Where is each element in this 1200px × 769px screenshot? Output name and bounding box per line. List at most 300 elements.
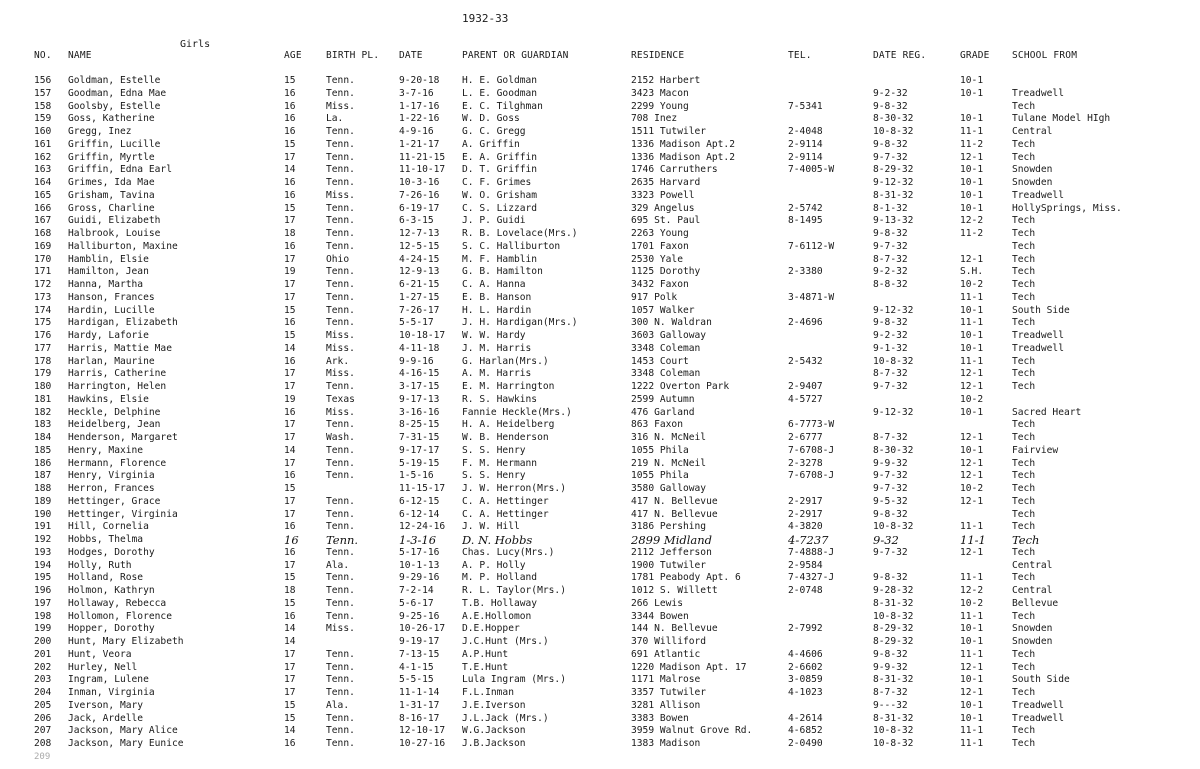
col-header-no: NO.	[34, 50, 52, 61]
age-cell: 16	[284, 113, 296, 125]
grade-cell: 11-1	[960, 725, 984, 737]
birth-place-cell: Ark.	[326, 355, 350, 367]
school-from-cell: Central	[1012, 126, 1053, 137]
student-name: Goss, Katherine	[68, 113, 155, 125]
parent-cell: J. W. Herron(Mrs.)	[462, 483, 566, 494]
student-name: Iverson, Mary	[68, 699, 144, 711]
birth-date-cell: 9-20-18	[399, 75, 440, 86]
birth-date-cell: 3-7-16	[399, 87, 434, 99]
row-number: 171	[34, 266, 52, 278]
grade-cell: 10-2	[960, 483, 984, 494]
row-number: 197	[34, 597, 52, 609]
birth-place-cell: Ohio	[326, 253, 350, 265]
date-reg-cell: 9-7-32	[873, 240, 908, 252]
tel-cell: 2-2917	[788, 495, 823, 507]
grade-cell: 10-1	[960, 330, 984, 341]
birth-place-cell: Miss.	[326, 623, 355, 635]
student-name: Grimes, Ida Mae	[68, 177, 155, 188]
row-number: 185	[34, 444, 52, 456]
parent-cell: Chas. Lucy(Mrs.)	[462, 546, 555, 558]
age-cell: 17	[284, 674, 296, 686]
age-cell: 17	[284, 687, 296, 698]
student-name: Jackson, Mary Eunice	[68, 738, 184, 749]
table-row	[0, 330, 1200, 343]
table-row	[0, 470, 1200, 483]
tel-cell: 2-5742	[788, 202, 823, 214]
birth-date-cell: 3-17-15	[399, 381, 440, 392]
birth-date-cell: 5-5-17	[399, 317, 434, 329]
tel-cell: 4-3820	[788, 521, 823, 533]
birth-place-cell: Ala.	[326, 699, 350, 711]
birth-date-cell: 9-19-17	[399, 636, 440, 647]
tel-cell: 8-1495	[788, 215, 823, 227]
parent-cell: C. F. Grimes	[462, 177, 532, 188]
table-row	[0, 700, 1200, 713]
parent-cell: A. M. Harris	[462, 368, 532, 380]
grade-cell: 10-1	[960, 623, 984, 635]
birth-place-cell: Tenn.	[326, 546, 355, 558]
table-row	[0, 139, 1200, 152]
school-from-cell: Tech	[1012, 534, 1040, 547]
school-from-cell: Tech	[1012, 419, 1036, 431]
birth-place-cell: Texas	[326, 393, 355, 405]
school-from-cell: Tech	[1012, 368, 1036, 380]
parent-cell: J.B.Jackson	[462, 738, 526, 749]
table-row	[0, 432, 1200, 445]
parent-cell: M. F. Hamblin	[462, 253, 538, 265]
age-cell: 18	[284, 585, 296, 596]
student-name: Halliburton, Maxine	[68, 240, 178, 252]
parent-cell: L. E. Goodman	[462, 87, 538, 99]
table-row	[0, 636, 1200, 649]
table-row	[0, 356, 1200, 369]
birth-date-cell: 1-31-17	[399, 699, 440, 711]
tel-cell: 2-6602	[788, 661, 823, 673]
row-number: 199	[34, 623, 52, 635]
parent-cell: A.E.Hollomon	[462, 610, 532, 622]
school-from-cell: Bellevue	[1012, 597, 1059, 609]
table-row	[0, 88, 1200, 101]
residence-cell: 2899 Midland	[631, 534, 713, 547]
table-row	[0, 368, 1200, 381]
grade-cell: 11-2	[960, 228, 984, 239]
tel-cell: 2-3380	[788, 266, 823, 278]
age-cell: 15	[284, 483, 296, 494]
grade-cell: 10-1	[960, 177, 984, 188]
tel-cell: 7-4888-J	[788, 546, 835, 558]
student-name: Henry, Virginia	[68, 470, 155, 482]
student-name: Hamilton, Jean	[68, 266, 149, 278]
row-number: 182	[34, 406, 52, 418]
school-from-cell: South Side	[1012, 304, 1070, 316]
residence-cell: 3580 Galloway	[631, 483, 707, 494]
age-cell: 14	[284, 623, 296, 635]
tel-cell: 2-5432	[788, 355, 823, 367]
grade-cell: 11-2	[960, 138, 984, 150]
birth-place-cell: Tenn.	[326, 87, 355, 99]
residence-cell: 1453 Court	[631, 355, 689, 367]
row-number: 159	[34, 113, 52, 125]
grade-cell: 10-1	[960, 674, 984, 686]
row-number: 167	[34, 215, 52, 227]
age-cell: 15	[284, 304, 296, 316]
birth-place-cell: Wash.	[326, 432, 355, 443]
parent-cell: W. O. Grisham	[462, 189, 538, 201]
grade-cell: 12-1	[960, 661, 984, 673]
parent-cell: E. B. Hanson	[462, 291, 532, 303]
school-from-cell: Tech	[1012, 648, 1036, 660]
school-from-cell: Tech	[1012, 687, 1036, 698]
student-name: Henderson, Margaret	[68, 432, 178, 443]
birth-place-cell: Miss.	[326, 342, 355, 354]
student-name: Harris, Mattie Mae	[68, 342, 172, 354]
table-row	[0, 623, 1200, 636]
age-cell: 14	[284, 725, 296, 737]
school-from-cell: Tech	[1012, 457, 1036, 469]
col-header-parent: PARENT OR GUARDIAN	[462, 50, 569, 61]
date-reg-cell: 9-7-32	[873, 483, 908, 494]
birth-place-cell: Tenn.	[326, 177, 355, 188]
date-reg-cell: 9---32	[873, 699, 908, 711]
grade-cell: 11-1	[960, 610, 984, 622]
residence-cell: 1055 Phila	[631, 470, 689, 482]
tel-cell: 4-7237	[788, 534, 829, 547]
row-number: 190	[34, 508, 52, 520]
grade-cell: 12-2	[960, 585, 984, 596]
age-cell: 14	[284, 444, 296, 456]
birth-place-cell: Miss.	[326, 330, 355, 341]
grade-cell: 10-1	[960, 406, 984, 418]
residence-cell: 1781 Peabody Apt. 6	[631, 572, 741, 584]
parent-cell: J.L.Jack (Mrs.)	[462, 712, 549, 724]
birth-date-cell: 9-29-16	[399, 572, 440, 584]
row-number: 160	[34, 126, 52, 137]
table-row	[0, 611, 1200, 624]
date-reg-cell: 9-2-32	[873, 266, 908, 278]
parent-cell: J. P. Guidi	[462, 215, 526, 227]
date-reg-cell: 9-2-32	[873, 330, 908, 341]
grade-cell: 10-2	[960, 393, 984, 405]
school-from-cell: Tech	[1012, 100, 1036, 112]
row-number: 187	[34, 470, 52, 482]
row-number: 186	[34, 457, 52, 469]
tel-cell: 2-6777	[788, 432, 823, 443]
parent-cell: C. A. Hanna	[462, 279, 526, 290]
student-name: Hettinger, Grace	[68, 495, 161, 507]
residence-cell: 2112 Jefferson	[631, 546, 712, 558]
student-name: Hopper, Dorothy	[68, 623, 155, 635]
parent-cell: E. C. Tilghman	[462, 100, 543, 112]
birth-date-cell: 1-3-16	[399, 534, 437, 547]
table-row	[0, 547, 1200, 560]
student-name: Hardy, Laforie	[68, 330, 149, 341]
age-cell: 17	[284, 661, 296, 673]
tel-cell: 4-5727	[788, 393, 823, 405]
table-row	[0, 228, 1200, 241]
birth-date-cell: 9-25-16	[399, 610, 440, 622]
parent-cell: E. A. Griffin	[462, 151, 538, 163]
residence-cell: 691 Atlantic	[631, 648, 701, 660]
school-from-cell: Treadwell	[1012, 712, 1064, 724]
parent-cell: D.E.Hopper	[462, 623, 520, 635]
school-from-cell: Tech	[1012, 432, 1036, 443]
school-from-cell: Central	[1012, 559, 1053, 571]
date-reg-cell: 8-30-32	[873, 113, 914, 125]
birth-date-cell: 3-16-16	[399, 406, 440, 418]
birth-place-cell: Miss.	[326, 368, 355, 380]
row-number: 188	[34, 483, 52, 494]
date-reg-cell: 10-8-32	[873, 610, 914, 622]
student-name: Herron, Frances	[68, 483, 155, 494]
age-cell: 16	[284, 177, 296, 188]
table-row	[0, 292, 1200, 305]
birth-place-cell: La.	[326, 113, 344, 125]
grade-cell: 10-1	[960, 75, 984, 86]
residence-cell: 2263 Young	[631, 228, 689, 239]
residence-cell: 3959 Walnut Grove Rd.	[631, 725, 753, 737]
birth-place-cell: Tenn.	[326, 304, 355, 316]
age-cell: 16	[284, 355, 296, 367]
row-number: 173	[34, 291, 52, 303]
tel-cell: 2-9114	[788, 138, 823, 150]
date-reg-cell: 8-29-32	[873, 636, 914, 647]
birth-date-cell: 9-17-17	[399, 444, 440, 456]
grade-cell: 10-1	[960, 699, 984, 711]
birth-place-cell: Tenn.	[326, 240, 355, 252]
row-number: 164	[34, 177, 52, 188]
residence-cell: 300 N. Waldran	[631, 317, 712, 329]
birth-place-cell: Tenn.	[326, 597, 355, 609]
register-rows	[0, 75, 1200, 751]
student-name: Grisham, Tavina	[68, 189, 155, 201]
student-name: Guidi, Elizabeth	[68, 215, 161, 227]
parent-cell: G. Harlan(Mrs.)	[462, 355, 549, 367]
school-from-cell: Snowden	[1012, 636, 1053, 647]
student-name: Holly, Ruth	[68, 559, 132, 571]
grade-cell: S.H.	[960, 266, 984, 278]
birth-date-cell: 1-17-16	[399, 100, 440, 112]
school-from-cell: Tech	[1012, 228, 1036, 239]
table-row	[0, 177, 1200, 190]
tel-cell: 2-2917	[788, 508, 823, 520]
tel-cell: 2-4048	[788, 126, 823, 137]
residence-cell: 266 Lewis	[631, 597, 683, 609]
tel-cell: 3-4871-W	[788, 291, 835, 303]
parent-cell: Fannie Heckle(Mrs.)	[462, 406, 572, 418]
school-from-cell: Tech	[1012, 138, 1036, 150]
age-cell: 17	[284, 457, 296, 469]
residence-cell: 3348 Coleman	[631, 368, 701, 380]
date-reg-cell: 9-7-32	[873, 381, 908, 392]
residence-cell: 417 N. Bellevue	[631, 495, 718, 507]
tel-cell: 4-4606	[788, 648, 823, 660]
table-row	[0, 649, 1200, 662]
table-row	[0, 560, 1200, 573]
parent-cell: W. D. Goss	[462, 113, 520, 125]
student-name: Goolsby, Estelle	[68, 100, 161, 112]
birth-date-cell: 4-1-15	[399, 661, 434, 673]
age-cell: 15	[284, 597, 296, 609]
birth-date-cell: 11-10-17	[399, 164, 446, 176]
grade-cell: 11-1	[960, 126, 984, 137]
residence-cell: 1057 Walker	[631, 304, 695, 316]
age-cell: 14	[284, 342, 296, 354]
residence-cell: 144 N. Bellevue	[631, 623, 718, 635]
date-reg-cell: 8-7-32	[873, 687, 908, 698]
age-cell: 16	[284, 546, 296, 558]
age-cell: 17	[284, 559, 296, 571]
tel-cell: 4-2614	[788, 712, 823, 724]
birth-date-cell: 7-13-15	[399, 648, 440, 660]
residence-cell: 3383 Bowen	[631, 712, 689, 724]
birth-date-cell: 8-16-17	[399, 712, 440, 724]
grade-cell: 12-1	[960, 381, 984, 392]
school-from-cell: Tech	[1012, 381, 1036, 392]
residence-cell: 1012 S. Willett	[631, 585, 718, 596]
row-number: 203	[34, 674, 52, 686]
parent-cell: G. C. Gregg	[462, 126, 526, 137]
residence-cell: 3186 Pershing	[631, 521, 707, 533]
birth-date-cell: 6-3-15	[399, 215, 434, 227]
birth-place-cell: Tenn.	[326, 381, 355, 392]
parent-cell: J. W. Hill	[462, 521, 520, 533]
birth-date-cell: 6-19-17	[399, 202, 440, 214]
birth-date-cell: 11-1-14	[399, 687, 440, 698]
row-number: 183	[34, 419, 52, 431]
school-from-cell: Tech	[1012, 495, 1036, 507]
tel-cell: 7-6708-J	[788, 444, 835, 456]
residence-cell: 1336 Madison Apt.2	[631, 138, 735, 150]
age-cell: 19	[284, 266, 296, 278]
student-name: Griffin, Lucille	[68, 138, 161, 150]
age-cell: 16	[284, 317, 296, 329]
col-header-school-from: SCHOOL FROM	[1012, 50, 1078, 61]
birth-place-cell: Tenn.	[326, 738, 355, 749]
school-from-cell: Tech	[1012, 470, 1036, 482]
residence-cell: 3323 Powell	[631, 189, 695, 201]
parent-cell: J.C.Hunt (Mrs.)	[462, 636, 549, 647]
student-name: Heidelberg, Jean	[68, 419, 161, 431]
tel-cell: 2-3278	[788, 457, 823, 469]
student-name: Hodges, Dorothy	[68, 546, 155, 558]
residence-cell: 1383 Madison	[631, 738, 701, 749]
age-cell: 15	[284, 330, 296, 341]
residence-cell: 2530 Yale	[631, 253, 683, 265]
age-cell: 15	[284, 712, 296, 724]
row-number: 201	[34, 648, 52, 660]
table-row	[0, 101, 1200, 114]
birth-date-cell: 1-22-16	[399, 113, 440, 125]
date-reg-cell: 9-7-32	[873, 151, 908, 163]
table-row	[0, 317, 1200, 330]
school-from-cell: Tech	[1012, 738, 1036, 749]
row-number: 189	[34, 495, 52, 507]
birth-date-cell: 10-18-17	[399, 330, 446, 341]
student-name: Holland, Rose	[68, 572, 144, 584]
student-name: Hettinger, Virginia	[68, 508, 178, 520]
birth-date-cell: 1-27-15	[399, 291, 440, 303]
grade-cell: 11-1	[960, 521, 984, 533]
age-cell: 17	[284, 279, 296, 290]
table-row	[0, 190, 1200, 203]
birth-place-cell: Tenn.	[326, 151, 355, 163]
grade-cell: 10-2	[960, 279, 984, 290]
birth-date-cell: 9-9-16	[399, 355, 434, 367]
student-name: Inman, Virginia	[68, 687, 155, 698]
student-name: Goldman, Estelle	[68, 75, 161, 86]
date-reg-cell: 10-8-32	[873, 355, 914, 367]
age-cell: 16	[284, 610, 296, 622]
parent-cell: J.E.Iverson	[462, 699, 526, 711]
school-from-cell: Snowden	[1012, 177, 1053, 188]
row-number: 169	[34, 240, 52, 252]
student-name: Harris, Catherine	[68, 368, 167, 380]
date-reg-cell: 9-12-32	[873, 406, 914, 418]
tel-cell: 6-7773-W	[788, 419, 835, 431]
table-row	[0, 738, 1200, 751]
birth-place-cell: Miss.	[326, 100, 355, 112]
birth-place-cell: Ala.	[326, 559, 350, 571]
birth-place-cell: Tenn.	[326, 444, 355, 456]
table-row	[0, 164, 1200, 177]
parent-cell: C. A. Hettinger	[462, 495, 549, 507]
grade-cell: 12-1	[960, 253, 984, 265]
date-reg-cell: 9-12-32	[873, 177, 914, 188]
birth-place-cell: Tenn.	[326, 164, 355, 176]
birth-place-cell: Tenn.	[326, 610, 355, 622]
age-cell: 15	[284, 202, 296, 214]
school-year: 1932-33	[462, 12, 509, 25]
birth-date-cell: 7-31-15	[399, 432, 440, 443]
tel-cell: 2-0748	[788, 585, 823, 596]
parent-cell: H. A. Heidelberg	[462, 419, 555, 431]
residence-cell: 219 N. McNeil	[631, 457, 707, 469]
birth-place-cell: Tenn.	[326, 521, 355, 533]
date-reg-cell: 8-29-32	[873, 623, 914, 635]
group-label: Girls	[180, 39, 211, 50]
student-name: Hill, Cornelia	[68, 521, 149, 533]
age-cell: 16	[284, 521, 296, 533]
age-cell: 16	[284, 100, 296, 112]
age-cell: 16	[284, 738, 296, 749]
table-row	[0, 343, 1200, 356]
birth-date-cell: 11-21-15	[399, 151, 446, 163]
student-name: Heckle, Delphine	[68, 406, 161, 418]
grade-cell: 11-1	[960, 534, 986, 547]
birth-date-cell: 4-24-15	[399, 253, 440, 265]
student-name: Ingram, Lulene	[68, 674, 149, 686]
residence-cell: 1222 Overton Park	[631, 381, 730, 392]
table-row	[0, 419, 1200, 432]
row-number: 174	[34, 304, 52, 316]
birth-date-cell: 4-11-18	[399, 342, 440, 354]
row-number: 161	[34, 138, 52, 150]
row-number: 178	[34, 355, 52, 367]
parent-cell: F. M. Hermann	[462, 457, 538, 469]
birth-place-cell: Tenn.	[326, 585, 355, 596]
date-reg-cell: 8-7-32	[873, 432, 908, 443]
school-from-cell: Tech	[1012, 240, 1036, 252]
birth-date-cell: 1-21-17	[399, 138, 440, 150]
birth-date-cell: 10-27-16	[399, 738, 446, 749]
student-name: Halbrook, Louise	[68, 228, 161, 239]
row-number: 163	[34, 164, 52, 176]
school-from-cell: Tech	[1012, 508, 1036, 520]
row-number: 166	[34, 202, 52, 214]
birth-date-cell: 7-26-16	[399, 189, 440, 201]
parent-cell: D. T. Griffin	[462, 164, 538, 176]
row-number: 176	[34, 330, 52, 341]
